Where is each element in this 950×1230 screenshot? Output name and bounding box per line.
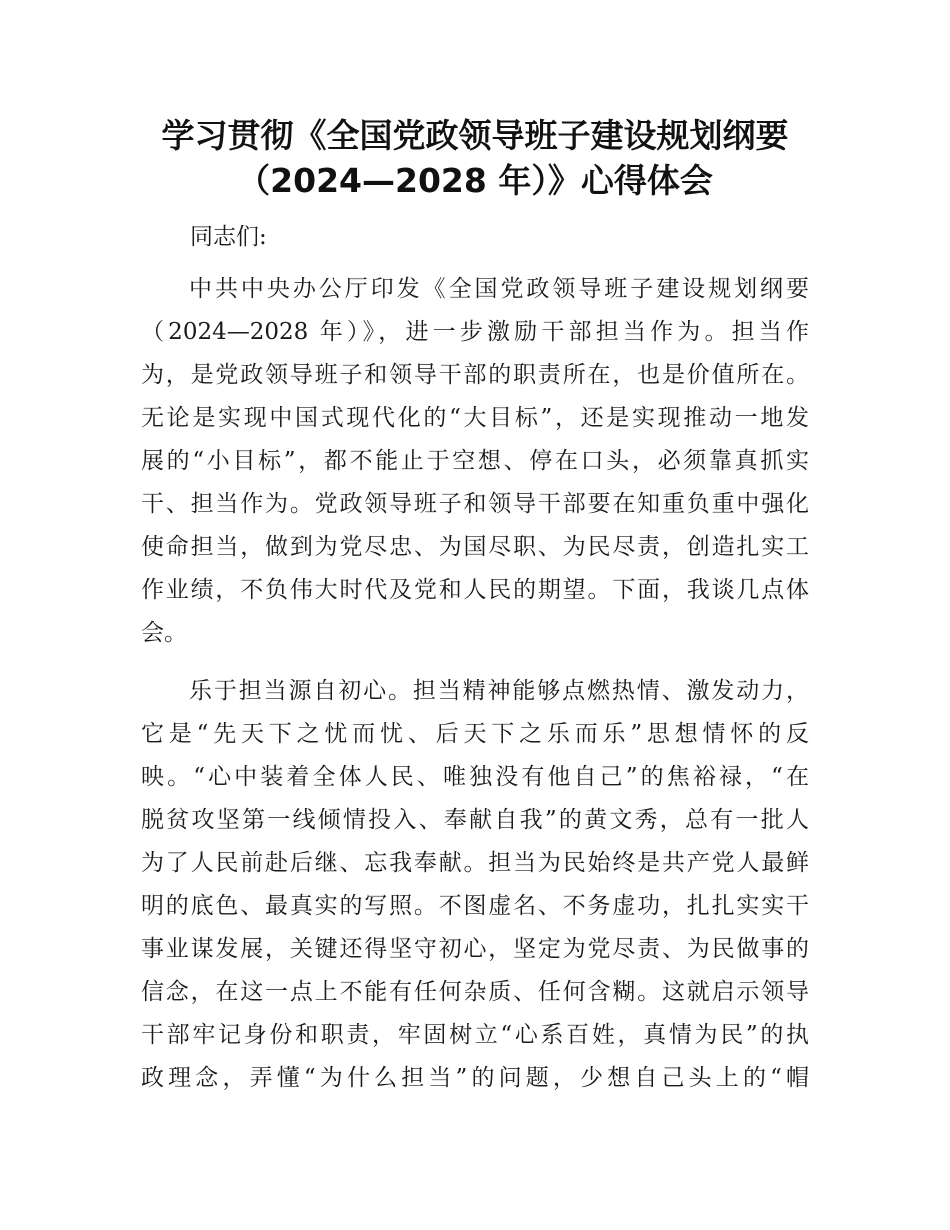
paragraph-line: 为了人民前赴后继、忘我奉献。担当为民始终是共产党人最鲜 xyxy=(141,850,809,876)
paragraph-line: 作业绩，不负伟大时代及党和人民的期望。下面，我谈几点体 xyxy=(141,577,809,603)
paragraph-line: 使命担当，做到为党尽忠、为国尽职、为民尽责，创造扎实工 xyxy=(141,534,809,560)
paragraph-line: 中共中央办公厅印发《全国党政领导班子建设规划纲要 xyxy=(189,276,809,302)
greeting: 同志们: xyxy=(190,224,267,250)
paragraph-line: 信念，在这一点上不能有任何杂质、任何含糊。这就启示领导 xyxy=(141,979,809,1005)
paragraph-line: 为，是党政领导班子和领导干部的职责所在，也是价值所在。 xyxy=(141,362,809,388)
paragraph-2 xyxy=(141,670,809,1100)
paragraph-line: 干、担当作为。党政领导班子和领导干部要在知重负重中强化 xyxy=(141,491,809,517)
paragraph-line: （2024—2028 年）》，进一步激励干部担当作为。担当作 xyxy=(141,319,809,345)
paragraph-line: 脱贫攻坚第一线倾情投入、奉献自我”的黄文秀，总有一批人 xyxy=(141,807,809,833)
paragraph-line: 展的“小目标”，都不能止于空想、停在口头，必须靠真抓实 xyxy=(141,448,809,474)
paragraph-line: 无论是实现中国式现代化的“大目标”，还是实现推动一地发 xyxy=(141,405,809,431)
paragraph-line: 政理念，弄懂“为什么担当”的问题，少想自己头上的“帽 xyxy=(141,1065,809,1091)
paragraph-line: 明的底色、最真实的写照。不图虚名、不务虚功，扎扎实实干 xyxy=(141,893,809,919)
paragraph-1 xyxy=(141,268,809,655)
paragraph-line: 事业谋发展，关键还得坚守初心，坚定为党尽责、为民做事的 xyxy=(141,936,809,962)
paragraph-line: 映。“心中装着全体人民、唯独没有他自己”的焦裕禄，“在 xyxy=(141,764,809,790)
document-title-line-2: （2024—2028 年）》心得体会 xyxy=(237,161,713,200)
paragraph-line: 乐于担当源自初心。担当精神能够点燃热情、激发动力， xyxy=(189,678,809,704)
paragraph-line: 干部牢记身份和职责，牢固树立“心系百姓，真情为民”的执 xyxy=(141,1022,809,1048)
paragraph-line: 它是“先天下之忧而忧、后天下之乐而乐”思想情怀的反 xyxy=(141,721,809,747)
document-title-line-1: 学习贯彻《全国党政领导班子建设规划纲要 xyxy=(161,116,789,155)
paragraph-line: 会。 xyxy=(141,620,187,646)
